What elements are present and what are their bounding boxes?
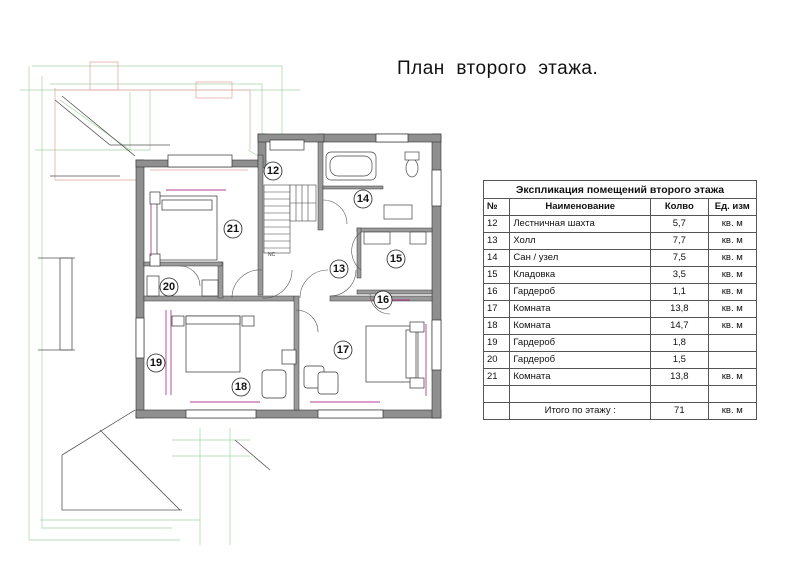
header-no: № xyxy=(484,199,510,216)
cell-name: Сан / узел xyxy=(510,250,651,267)
room-number-15: 15 xyxy=(389,253,403,265)
room-number-13: 13 xyxy=(332,263,346,275)
cell-no: 17 xyxy=(484,301,510,318)
cell-name: Гардероб xyxy=(510,284,651,301)
cell-name: Лестничная шахта xyxy=(510,216,651,233)
cell-qty: 13,8 xyxy=(651,301,708,318)
room-number-12: 12 xyxy=(266,165,280,177)
total-label: Итого по этажу : xyxy=(510,403,651,420)
table-row xyxy=(484,386,757,403)
table-row xyxy=(484,267,757,284)
cell-no: 16 xyxy=(484,284,510,301)
table-row xyxy=(484,216,757,233)
table-row xyxy=(484,301,757,318)
cell-qty: 7,5 xyxy=(651,250,708,267)
cell-name: Гардероб xyxy=(510,352,651,369)
table-row xyxy=(484,250,757,267)
cell-unit: кв. м xyxy=(708,250,757,267)
table-row xyxy=(484,318,757,335)
room-number-17: 17 xyxy=(336,344,350,356)
table-row xyxy=(484,233,757,250)
cell-no: 13 xyxy=(484,233,510,250)
cell-name: Комната xyxy=(510,369,651,386)
cell-no: 15 xyxy=(484,267,510,284)
cell-unit: кв. м xyxy=(708,284,757,301)
cell-qty: 5,7 xyxy=(651,216,708,233)
total-qty: 71 xyxy=(651,403,708,420)
room-number-18: 18 xyxy=(234,381,248,393)
table-row xyxy=(484,284,757,301)
cell-qty: 3,5 xyxy=(651,267,708,284)
header-unit: Ед. изм xyxy=(708,199,757,216)
total-row xyxy=(484,403,757,420)
room-number-16: 16 xyxy=(376,294,390,306)
cell-unit: кв. м xyxy=(708,301,757,318)
cell-qty: 1,8 xyxy=(651,335,708,352)
cell-qty: 7,7 xyxy=(651,233,708,250)
staircase xyxy=(264,185,316,253)
room-number-20: 20 xyxy=(162,281,176,293)
cell-name: Комната xyxy=(510,301,651,318)
cell-no: 12 xyxy=(484,216,510,233)
cell-unit: кв. м xyxy=(708,216,757,233)
cell-no: 19 xyxy=(484,335,510,352)
plan-title: План второго этажа. xyxy=(397,58,599,79)
cell-unit: кв. м xyxy=(708,267,757,284)
cell-unit xyxy=(708,335,757,352)
cell-name: Кладовка xyxy=(510,267,651,284)
cell-qty: 13,8 xyxy=(651,369,708,386)
table-header-row xyxy=(484,199,757,216)
cell-no: 18 xyxy=(484,318,510,335)
table-row xyxy=(484,369,757,386)
room-explication-table xyxy=(483,180,757,420)
cell-name xyxy=(510,386,651,403)
cell-name: Комната xyxy=(510,318,651,335)
cell-unit xyxy=(708,352,757,369)
room-number-14: 14 xyxy=(356,193,370,205)
room-number-21: 21 xyxy=(226,223,240,235)
cell-no: 14 xyxy=(484,250,510,267)
cell-qty: 1,5 xyxy=(651,352,708,369)
total-unit: кв. м xyxy=(708,403,757,420)
cell-unit xyxy=(708,386,757,403)
cell-qty: 1,1 xyxy=(651,284,708,301)
cell-no xyxy=(484,386,510,403)
table-row xyxy=(484,352,757,369)
cell-name: Гардероб xyxy=(510,335,651,352)
cell-no: 21 xyxy=(484,369,510,386)
room-number-19: 19 xyxy=(149,357,163,369)
header-name: Наименование xyxy=(510,199,651,216)
table-title: Экспликация помещений второго этажа xyxy=(484,181,757,199)
header-qty: Колво xyxy=(651,199,708,216)
cell-unit: кв. м xyxy=(708,318,757,335)
cell-no: 20 xyxy=(484,352,510,369)
cell-unit: кв. м xyxy=(708,369,757,386)
cell-name: Холл xyxy=(510,233,651,250)
total-spacer xyxy=(484,403,510,420)
table-row xyxy=(484,335,757,352)
stair-nc-label: NC xyxy=(268,252,276,258)
cell-qty xyxy=(651,386,708,403)
cell-unit: кв. м xyxy=(708,233,757,250)
table-title-row xyxy=(484,181,757,199)
cell-qty: 14,7 xyxy=(651,318,708,335)
roof-ridge-lines xyxy=(38,96,270,510)
